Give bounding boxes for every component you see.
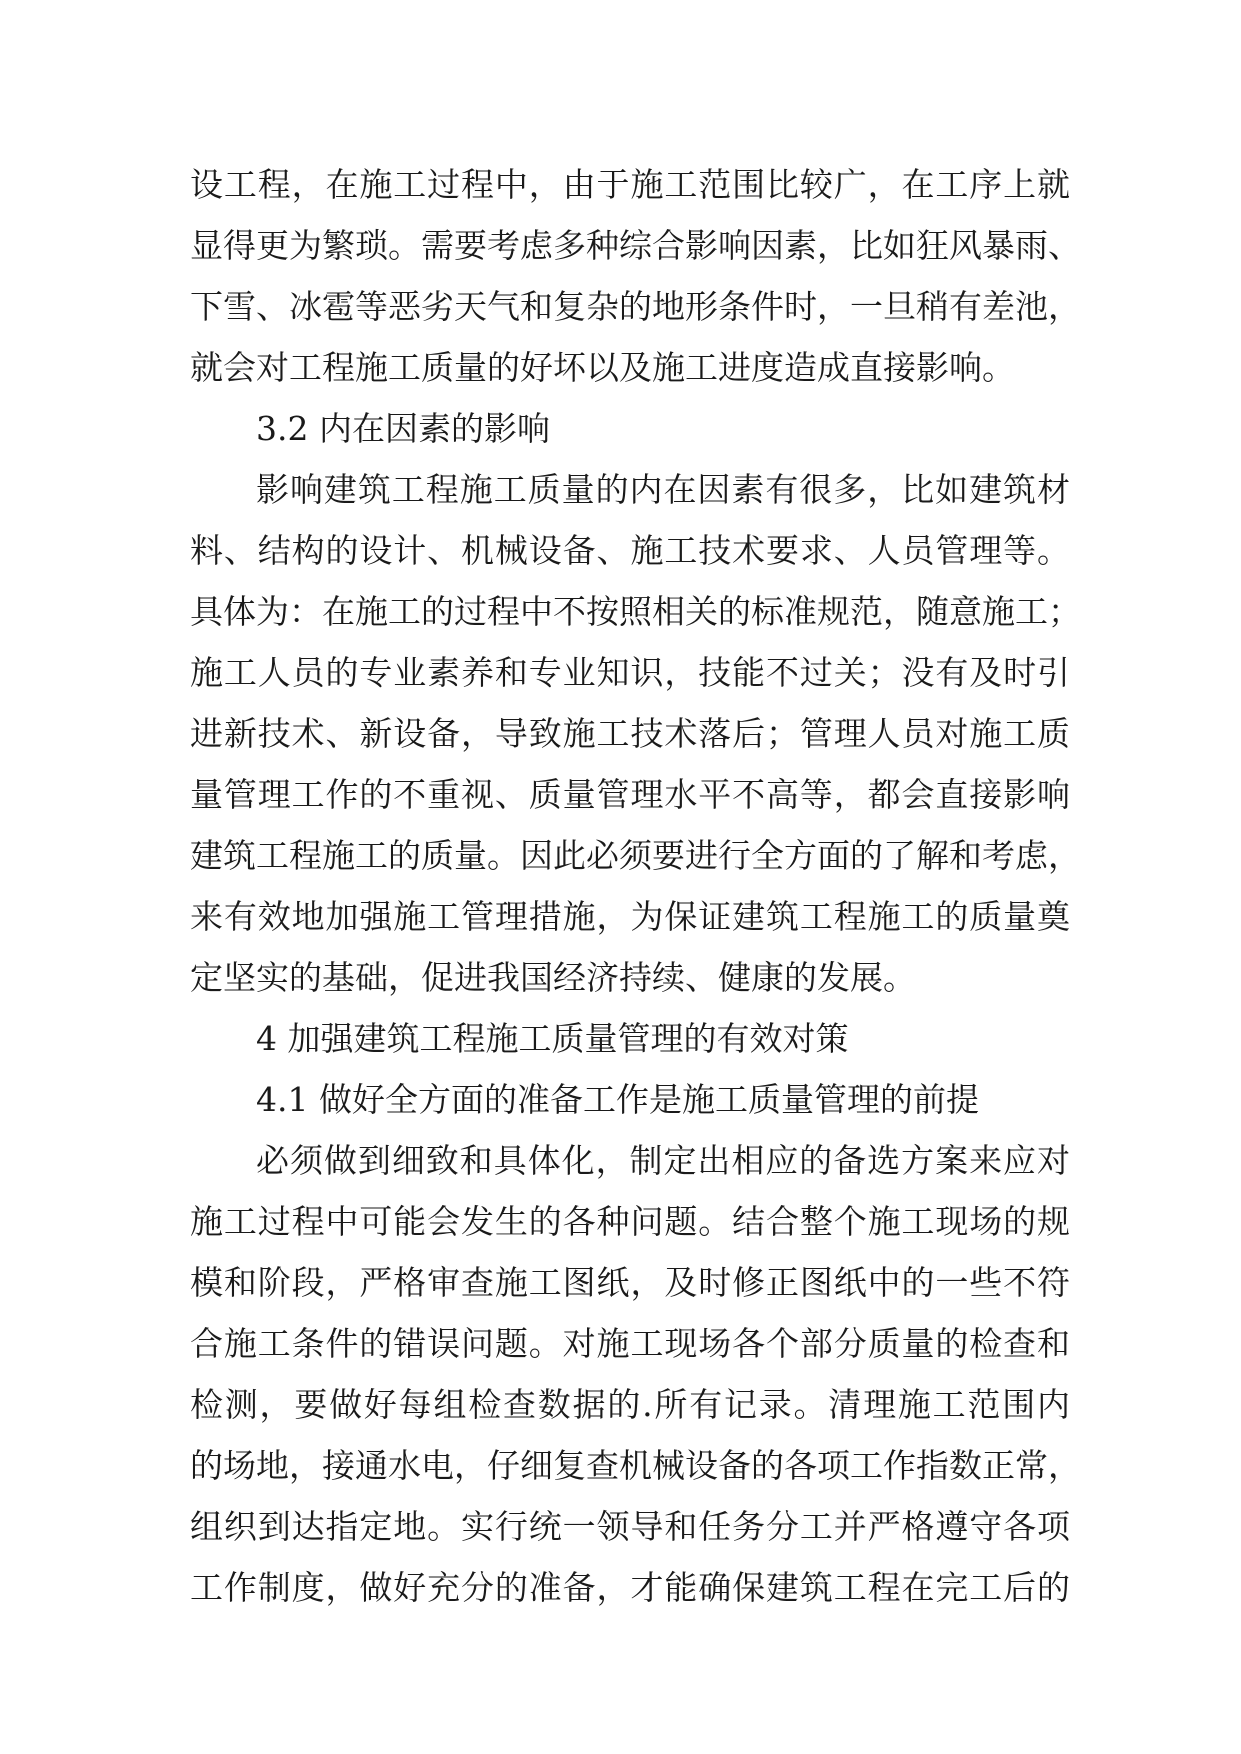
paragraph-first-line: 必须做到细致和具体化，制定出相应的备选方案来应对 xyxy=(256,1141,1070,1180)
body-text-line: 合施工条件的错误问题。对施工现场各个部分质量的检查和 xyxy=(190,1324,1070,1363)
body-text-line: 设工程，在施工过程中，由于施工范围比较广，在工序上就 xyxy=(190,165,1070,204)
body-text-line: 来有效地加强施工管理措施，为保证建筑工程施工的质量奠 xyxy=(190,897,1070,936)
body-text-line: 定坚实的基础，促进我国经济持续、健康的发展。 xyxy=(190,958,916,997)
paragraph-first-line: 影响建筑工程施工质量的内在因素有很多，比如建筑材 xyxy=(256,470,1070,509)
body-text-line: 具体为：在施工的过程中不按照相关的标准规范，随意施工； xyxy=(190,592,1081,631)
body-text-line: 模和阶段，严格审查施工图纸，及时修正图纸中的一些不符 xyxy=(190,1263,1070,1302)
body-text-line: 量管理工作的不重视、质量管理水平不高等，都会直接影响 xyxy=(190,775,1070,814)
body-text-line: 料、结构的设计、机械设备、施工技术要求、人员管理等。 xyxy=(190,531,1070,570)
body-text-line: 施工人员的专业素养和专业知识，技能不过关；没有及时引 xyxy=(190,653,1070,692)
body-text-line: 的场地，接通水电，仔细复查机械设备的各项工作指数正常， xyxy=(190,1446,1081,1485)
body-text-line: 进新技术、新设备，导致施工技术落后；管理人员对施工质 xyxy=(190,714,1070,753)
body-text-line: 显得更为繁琐。需要考虑多种综合影响因素，比如狂风暴雨、 xyxy=(190,226,1081,265)
body-text-line: 组织到达指定地。实行统一领导和任务分工并严格遵守各项 xyxy=(190,1507,1070,1546)
body-text-line: 工作制度，做好充分的准备，才能确保建筑工程在完工后的 xyxy=(190,1568,1070,1607)
body-text-line: 建筑工程施工的质量。因此必须要进行全方面的了解和考虑， xyxy=(190,836,1081,875)
section-heading-4: 4 加强建筑工程施工质量管理的有效对策 xyxy=(256,1019,849,1058)
body-text-line: 下雪、冰雹等恶劣天气和复杂的地形条件时，一旦稍有差池， xyxy=(190,287,1081,326)
section-heading-3-2: 3.2 内在因素的影响 xyxy=(256,409,550,448)
body-text-line: 就会对工程施工质量的好坏以及施工进度造成直接影响。 xyxy=(190,348,1015,387)
section-heading-4-1: 4.1 做好全方面的准备工作是施工质量管理的前提 xyxy=(256,1080,979,1119)
body-text-line: 检测，要做好每组检查数据的.所有记录。清理施工范围内 xyxy=(190,1385,1070,1424)
body-text-line: 施工过程中可能会发生的各种问题。结合整个施工现场的规 xyxy=(190,1202,1070,1241)
